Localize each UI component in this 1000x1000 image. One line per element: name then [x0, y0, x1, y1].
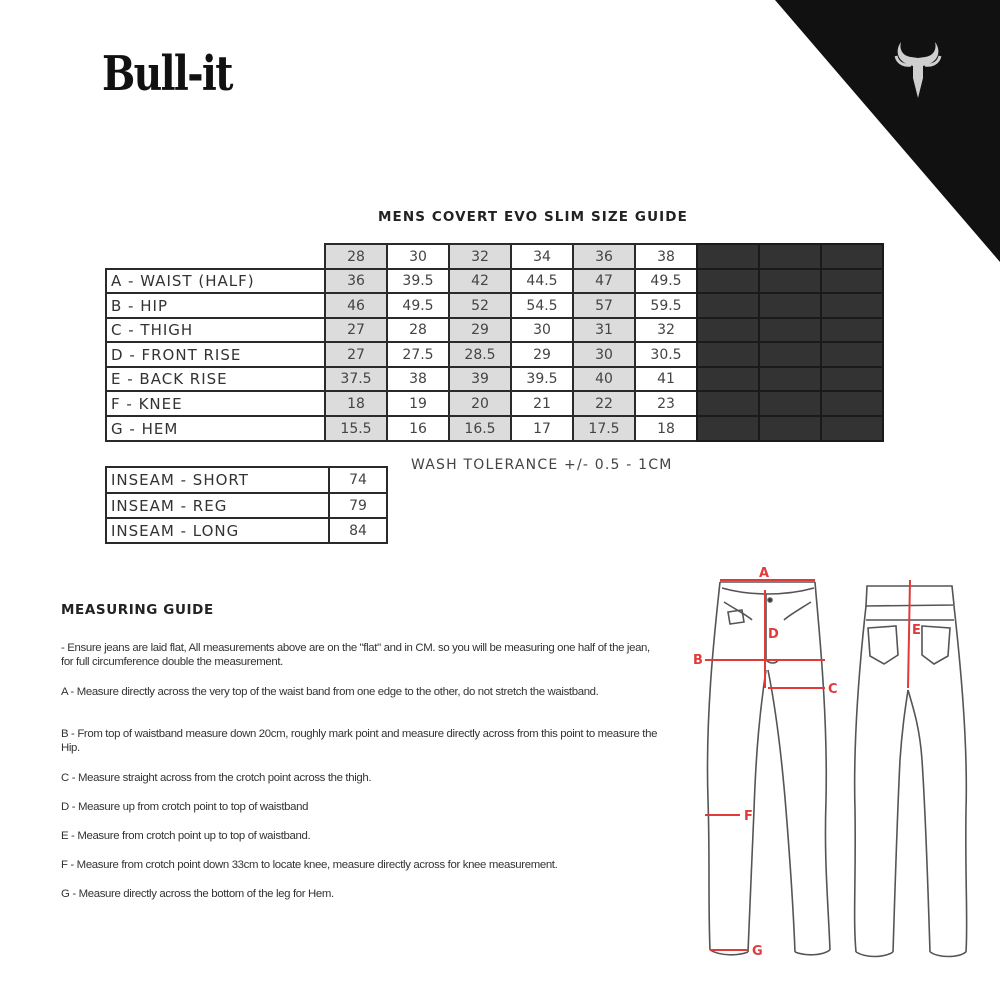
marker-e: E	[912, 623, 921, 638]
brand-logo: Bull-it	[102, 46, 232, 102]
empty-size-header	[696, 243, 760, 270]
empty-cell	[758, 317, 822, 343]
guide-paragraph-c: C - Measure straight across from the crotch point across the thigh.	[61, 772, 372, 784]
marker-d: D	[768, 627, 779, 642]
size-header: 38	[634, 243, 698, 270]
measurement-value: 40	[572, 366, 636, 392]
measurement-value: 39	[448, 366, 512, 392]
measurement-label: E - BACK RISE	[105, 366, 326, 392]
guide-paragraph-e: E - Measure from crotch point up to top of waistband.	[61, 830, 311, 842]
empty-cell	[696, 292, 760, 319]
measurement-value: 36	[324, 268, 388, 294]
measurement-value: 22	[572, 390, 636, 417]
guide-paragraph-d: D - Measure up from crotch point to top of waistband	[61, 801, 309, 813]
measurement-label: F - KNEE	[105, 390, 326, 417]
measurement-value: 16.5	[448, 415, 512, 442]
inseam-label: INSEAM - SHORT	[105, 466, 330, 494]
measurement-value: 39.5	[386, 268, 450, 294]
jeans-back-view	[855, 586, 967, 957]
measurement-value: 37.5	[324, 366, 388, 392]
measurement-value: 19	[386, 390, 450, 417]
inseam-value: 79	[328, 492, 388, 519]
measurement-value: 59.5	[634, 292, 698, 319]
jeans-measurement-diagram	[690, 560, 990, 980]
guide-paragraph-b: B - From top of waistband measure down 20cm, roughly mark point and measure directly across from this point to measure the Hip.	[61, 728, 658, 754]
measurement-value: 17.5	[572, 415, 636, 442]
marker-b: B	[693, 653, 703, 668]
empty-cell	[820, 268, 884, 294]
measurement-value: 38	[386, 366, 450, 392]
measurement-value: 28	[386, 317, 450, 343]
empty-cell	[758, 341, 822, 368]
inseam-label: INSEAM - LONG	[105, 517, 330, 544]
empty-cell	[758, 268, 822, 294]
measurement-value: 21	[510, 390, 574, 417]
measurement-label: B - HIP	[105, 292, 326, 319]
inseam-value: 74	[328, 466, 388, 494]
size-header: 34	[510, 243, 574, 270]
size-guide-title: MENS COVERT EVO SLIM SIZE GUIDE	[378, 209, 688, 225]
empty-cell	[696, 390, 760, 417]
empty-cell	[758, 366, 822, 392]
measurement-label: D - FRONT RISE	[105, 341, 326, 368]
measurement-value: 16	[386, 415, 450, 442]
empty-cell	[758, 415, 822, 442]
measurement-value: 18	[324, 390, 388, 417]
measurement-value: 27	[324, 317, 388, 343]
measurement-value: 27.5	[386, 341, 450, 368]
size-header: 30	[386, 243, 450, 270]
measurement-lines	[705, 580, 910, 950]
measurement-value: 49.5	[386, 292, 450, 319]
measurement-value: 18	[634, 415, 698, 442]
measurement-value: 29	[510, 341, 574, 368]
measurement-value: 15.5	[324, 415, 388, 442]
size-header: 28	[324, 243, 388, 270]
measurement-value: 23	[634, 390, 698, 417]
empty-size-header	[820, 243, 884, 270]
inseam-label: INSEAM - REG	[105, 492, 330, 519]
guide-paragraph-intro: - Ensure jeans are laid flat, All measurements above are on the "flat" and in CM. so you will be measuring one half of the jean, for full circumference double the measurement.	[61, 642, 650, 668]
measurement-value: 49.5	[634, 268, 698, 294]
guide-paragraph-f: F - Measure from crotch point down 33cm to locate knee, measure directly across for knee measurement.	[61, 859, 558, 871]
guide-paragraph-a: A - Measure directly across the very top of the waist band from one edge to the other, do not stretch the waistband.	[61, 686, 599, 698]
measurement-label: A - WAIST (HALF)	[105, 268, 326, 294]
measurement-value: 20	[448, 390, 512, 417]
measurement-value: 46	[324, 292, 388, 319]
wash-tolerance: WASH TOLERANCE +/- 0.5 - 1CM	[411, 457, 673, 473]
measuring-guide-title: MEASURING GUIDE	[61, 602, 214, 618]
measurement-value: 28.5	[448, 341, 512, 368]
empty-cell	[820, 292, 884, 319]
empty-cell	[820, 415, 884, 442]
empty-cell	[758, 390, 822, 417]
measurement-value: 32	[634, 317, 698, 343]
measurement-value: 47	[572, 268, 636, 294]
marker-c: C	[828, 682, 838, 697]
empty-cell	[820, 317, 884, 343]
measurement-value: 42	[448, 268, 512, 294]
marker-g: G	[752, 944, 763, 959]
measurement-value: 30.5	[634, 341, 698, 368]
measurement-value: 39.5	[510, 366, 574, 392]
empty-cell	[696, 366, 760, 392]
empty-cell	[820, 390, 884, 417]
empty-cell	[820, 341, 884, 368]
empty-size-header	[758, 243, 822, 270]
measurement-value: 57	[572, 292, 636, 319]
empty-cell	[696, 268, 760, 294]
empty-cell	[696, 415, 760, 442]
empty-cell	[696, 341, 760, 368]
bull-horns-icon	[893, 38, 943, 104]
measurement-value: 54.5	[510, 292, 574, 319]
empty-cell	[696, 317, 760, 343]
measurement-label: C - THIGH	[105, 317, 326, 343]
inseam-value: 84	[328, 517, 388, 544]
size-header: 32	[448, 243, 512, 270]
guide-paragraph-g: G - Measure directly across the bottom of the leg for Hem.	[61, 888, 334, 900]
measurement-label: G - HEM	[105, 415, 326, 442]
measurement-markers	[693, 566, 921, 959]
measurement-value: 17	[510, 415, 574, 442]
measurement-value: 30	[510, 317, 574, 343]
measurement-value: 52	[448, 292, 512, 319]
measurement-value: 31	[572, 317, 636, 343]
empty-cell	[758, 292, 822, 319]
size-header: 36	[572, 243, 636, 270]
measurement-value: 41	[634, 366, 698, 392]
empty-cell	[820, 366, 884, 392]
measurement-value: 27	[324, 341, 388, 368]
marker-f: F	[744, 809, 753, 824]
marker-a: A	[759, 566, 770, 581]
measurement-value: 30	[572, 341, 636, 368]
measurement-value: 29	[448, 317, 512, 343]
measurement-value: 44.5	[510, 268, 574, 294]
